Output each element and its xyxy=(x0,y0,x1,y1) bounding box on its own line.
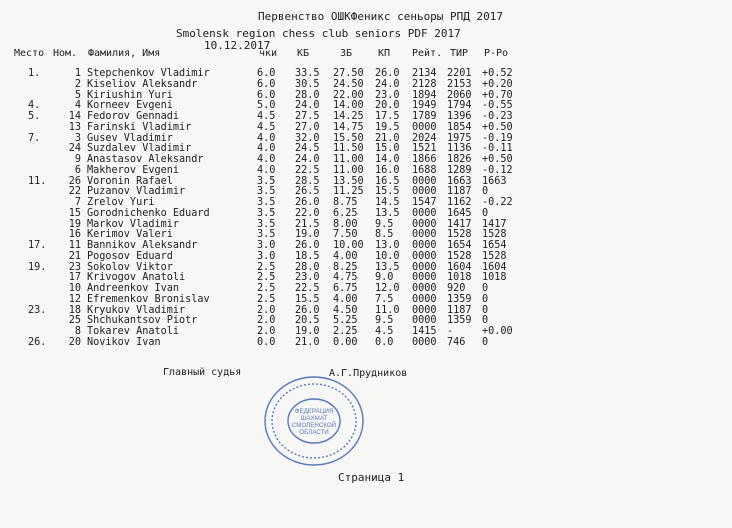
rating-change-cell: +0.00 xyxy=(482,326,513,337)
kp-cell: 10.0 xyxy=(375,250,400,262)
zb-cell: 8.00 xyxy=(333,218,358,230)
number-cell: 25 xyxy=(68,315,81,327)
number-cell: 13 xyxy=(68,121,81,133)
col-tir: ТИР xyxy=(450,48,469,59)
stamp-line-2: ШАХМАТ xyxy=(300,415,328,422)
points-cell: 4.0 xyxy=(257,143,276,155)
kb-cell: 21.5 xyxy=(295,218,320,230)
tir-cell: 1528 xyxy=(447,250,472,262)
kb-cell: 26.0 xyxy=(295,304,320,316)
kb-cell: 19.0 xyxy=(295,326,320,337)
zb-cell: 4.00 xyxy=(333,250,358,262)
zb-cell: 0.00 xyxy=(333,336,358,348)
rating-change-cell: -0.11 xyxy=(482,143,513,155)
kp-cell: 9.5 xyxy=(375,315,394,327)
rating-cell: 1949 xyxy=(412,100,437,112)
player-name-cell: Bannikov Aleksandr xyxy=(87,240,198,251)
tir-cell: 1359 xyxy=(447,315,472,327)
chief-judge-name: А.Г.Прудников xyxy=(329,368,408,379)
kb-cell: 24.0 xyxy=(295,154,320,165)
number-cell: 24 xyxy=(68,143,81,155)
kb-cell: 18.5 xyxy=(295,250,320,262)
rating-cell: 2024 xyxy=(412,132,437,144)
number-cell: 19 xyxy=(68,218,81,230)
tir-cell: - xyxy=(447,326,454,337)
kp-cell: 14.5 xyxy=(375,197,400,208)
points-cell: 2.0 xyxy=(257,304,276,316)
kb-cell: 33.5 xyxy=(295,68,320,79)
number-cell: 9 xyxy=(74,154,81,165)
stamp-line-1: ФЕДЕРАЦИЯ xyxy=(294,408,334,415)
zb-cell: 7.50 xyxy=(333,229,358,241)
title-english: Smolensk region chess club seniors PDF 2017 xyxy=(176,27,461,40)
number-cell: 2 xyxy=(74,78,81,90)
place-cell: 11. xyxy=(28,175,47,187)
rating-cell: 0000 xyxy=(412,121,437,133)
rating-cell: 0000 xyxy=(412,283,437,294)
rating-cell: 0000 xyxy=(412,175,437,187)
col-rating: Рейт. xyxy=(412,48,443,59)
points-cell: 4.0 xyxy=(257,164,276,176)
kp-cell: 7.5 xyxy=(375,293,394,305)
number-cell: 20 xyxy=(68,336,81,348)
tir-cell: 1289 xyxy=(447,164,472,176)
player-name-cell: Fedorov Gennadi xyxy=(87,111,180,122)
number-cell: 17 xyxy=(68,272,81,284)
tir-cell: 1417 xyxy=(447,218,472,230)
kb-cell: 20.5 xyxy=(295,315,320,327)
rating-change-cell: 0 xyxy=(482,207,489,219)
col-num: Ном. xyxy=(53,48,78,59)
place-cell: 26. xyxy=(28,336,47,348)
rating-cell: 2134 xyxy=(412,68,437,79)
player-name-cell: Shchukantsov Piotr xyxy=(87,315,198,327)
player-name-cell: Makherov Evgeni xyxy=(87,164,180,176)
zb-cell: 11.00 xyxy=(333,164,364,176)
player-name-cell: Novikov Ivan xyxy=(87,336,161,348)
number-cell: 12 xyxy=(68,293,81,305)
rating-cell: 0000 xyxy=(412,250,437,262)
player-name-cell: Tokarev Anatoli xyxy=(87,326,180,337)
player-name-cell: Voronin Rafael xyxy=(87,175,173,187)
number-cell: 3 xyxy=(74,132,81,144)
player-name-cell: Gorodnichenko Eduard xyxy=(87,207,210,219)
tir-cell: 1645 xyxy=(447,207,472,219)
kb-cell: 22.5 xyxy=(295,283,320,294)
zb-cell: 10.00 xyxy=(333,240,364,251)
points-cell: 6.0 xyxy=(257,78,276,90)
number-cell: 8 xyxy=(74,326,81,337)
number-cell: 14 xyxy=(68,111,81,122)
zb-cell: 5.25 xyxy=(333,315,358,327)
place-cell: 5. xyxy=(28,111,41,122)
rating-cell: 1521 xyxy=(412,143,437,155)
rating-change-cell: -0.23 xyxy=(482,111,513,122)
points-cell: 6.0 xyxy=(257,89,276,101)
kp-cell: 26.0 xyxy=(375,68,400,79)
rating-change-cell: 1528 xyxy=(482,250,507,262)
number-cell: 26 xyxy=(68,175,81,187)
zb-cell: 8.25 xyxy=(333,261,358,273)
kb-cell: 28.0 xyxy=(295,261,320,273)
zb-cell: 14.25 xyxy=(333,111,364,122)
place-cell: 17. xyxy=(28,240,47,251)
kp-cell: 13.0 xyxy=(375,240,400,251)
kp-cell: 20.0 xyxy=(375,100,400,112)
rating-change-cell: 1604 xyxy=(482,261,507,273)
title-russian: Первенство ОШКФеникс сеньоры РПД 2017 xyxy=(258,10,504,23)
col-kp: КП xyxy=(378,48,391,59)
rating-change-cell: -0.22 xyxy=(482,197,513,208)
points-cell: 3.5 xyxy=(257,186,276,198)
kp-cell: 21.0 xyxy=(375,132,400,144)
place-cell: 4. xyxy=(28,100,41,112)
kp-cell: 23.0 xyxy=(375,89,400,101)
zb-cell: 15.50 xyxy=(333,132,364,144)
rating-change-cell: 0 xyxy=(482,336,489,348)
kp-cell: 13.5 xyxy=(375,261,400,273)
zb-cell: 14.75 xyxy=(333,121,364,133)
chief-judge-label: Главный судья xyxy=(163,367,242,378)
col-points: чки xyxy=(259,48,278,59)
kp-cell: 13.5 xyxy=(375,207,400,219)
kb-cell: 30.5 xyxy=(295,78,320,90)
stamp-line-4: ОБЛАСТИ xyxy=(299,429,329,436)
points-cell: 3.5 xyxy=(257,207,276,219)
zb-cell: 11.25 xyxy=(333,186,364,198)
player-name-cell: Korneev Evgeni xyxy=(87,100,173,112)
kp-cell: 17.5 xyxy=(375,111,400,122)
tir-cell: 1162 xyxy=(447,197,472,208)
kb-cell: 24.5 xyxy=(295,143,320,155)
kp-cell: 15.0 xyxy=(375,143,400,155)
player-name-cell: Kiseliov Aleksandr xyxy=(87,78,198,90)
player-name-cell: Farinski Vladimir xyxy=(87,121,192,133)
number-cell: 4 xyxy=(74,100,81,112)
zb-cell: 8.75 xyxy=(333,197,358,208)
points-cell: 2.0 xyxy=(257,326,276,337)
zb-cell: 22.00 xyxy=(333,89,364,101)
kp-cell: 14.0 xyxy=(375,154,400,165)
rating-cell: 2128 xyxy=(412,78,437,90)
zb-cell: 14.00 xyxy=(333,100,364,112)
kp-cell: 9.5 xyxy=(375,218,394,230)
federation-stamp xyxy=(262,373,366,469)
rating-cell: 1415 xyxy=(412,326,437,337)
rating-cell: 0000 xyxy=(412,293,437,305)
kb-cell: 24.0 xyxy=(295,100,320,112)
rating-change-cell: -0.12 xyxy=(482,164,513,176)
kb-cell: 26.5 xyxy=(295,186,320,198)
rating-cell: 0000 xyxy=(412,229,437,241)
zb-cell: 6.25 xyxy=(333,207,358,219)
number-cell: 7 xyxy=(74,197,81,208)
points-cell: 2.5 xyxy=(257,261,276,273)
player-name-cell: Krivogov Anatoli xyxy=(87,272,186,284)
kp-cell: 9.0 xyxy=(375,272,394,284)
place-cell: 7. xyxy=(28,132,41,144)
rating-cell: 1688 xyxy=(412,164,437,176)
tir-cell: 1854 xyxy=(447,121,472,133)
tir-cell: 1663 xyxy=(447,175,472,187)
zb-cell: 4.00 xyxy=(333,293,358,305)
tir-cell: 1136 xyxy=(447,143,472,155)
rating-change-cell: -0.55 xyxy=(482,100,513,112)
player-name-cell: Andreenkov Ivan xyxy=(87,283,180,294)
tir-cell: 1654 xyxy=(447,240,472,251)
kb-cell: 21.0 xyxy=(295,336,320,348)
number-cell: 16 xyxy=(68,229,81,241)
tir-cell: 2060 xyxy=(447,89,472,101)
points-cell: 5.0 xyxy=(257,100,276,112)
points-cell: 4.5 xyxy=(257,121,276,133)
tir-cell: 1975 xyxy=(447,132,472,144)
player-name-cell: Zrelov Yuri xyxy=(87,197,155,208)
rating-change-cell: 0 xyxy=(482,304,489,316)
player-name-cell: Suzdalev Vladimir xyxy=(87,143,192,155)
tir-cell: 1018 xyxy=(447,272,472,284)
player-name-cell: Gusev Vladimir xyxy=(87,132,173,144)
player-name-cell: Puzanov Vladimir xyxy=(87,186,186,198)
rating-cell: 1789 xyxy=(412,111,437,122)
tir-cell: 2153 xyxy=(447,78,472,90)
zb-cell: 27.50 xyxy=(333,68,364,79)
place-cell: 1. xyxy=(28,68,41,79)
points-cell: 4.0 xyxy=(257,132,276,144)
points-cell: 2.5 xyxy=(257,283,276,294)
player-name-cell: Stepchenkov Vladimir xyxy=(87,68,210,79)
zb-cell: 2.25 xyxy=(333,326,358,337)
rating-cell: 0000 xyxy=(412,186,437,198)
rating-change-cell: 1654 xyxy=(482,240,507,251)
kp-cell: 0.0 xyxy=(375,336,394,348)
rating-change-cell: 1663 xyxy=(482,175,507,187)
rating-change-cell: 1417 xyxy=(482,218,507,230)
rating-change-cell: -0.19 xyxy=(482,132,513,144)
tir-cell: 1528 xyxy=(447,229,472,241)
rating-cell: 1547 xyxy=(412,197,437,208)
rating-cell: 0000 xyxy=(412,272,437,284)
points-cell: 2.0 xyxy=(257,315,276,327)
player-name-cell: Anastasov Aleksandr xyxy=(87,154,204,165)
kb-cell: 32.0 xyxy=(295,132,320,144)
player-name-cell: Kiriushin Yuri xyxy=(87,89,173,101)
rating-change-cell: +0.20 xyxy=(482,78,513,90)
kp-cell: 16.0 xyxy=(375,164,400,176)
points-cell: 3.0 xyxy=(257,240,276,251)
rating-change-cell: +0.50 xyxy=(482,154,513,165)
tir-cell: 1396 xyxy=(447,111,472,122)
zb-cell: 4.75 xyxy=(333,272,358,284)
rating-cell: 0000 xyxy=(412,315,437,327)
col-rro: Р-Ро xyxy=(484,48,509,59)
points-cell: 3.5 xyxy=(257,229,276,241)
number-cell: 5 xyxy=(74,89,81,101)
points-cell: 4.5 xyxy=(257,111,276,122)
points-cell: 2.5 xyxy=(257,272,276,284)
kp-cell: 19.5 xyxy=(375,121,400,133)
number-cell: 21 xyxy=(68,250,81,262)
kb-cell: 26.0 xyxy=(295,197,320,208)
rating-cell: 0000 xyxy=(412,336,437,348)
kb-cell: 23.0 xyxy=(295,272,320,284)
points-cell: 6.0 xyxy=(257,68,276,79)
kp-cell: 24.0 xyxy=(375,78,400,90)
kb-cell: 28.5 xyxy=(295,175,320,187)
zb-cell: 24.50 xyxy=(333,78,364,90)
tir-cell: 2201 xyxy=(447,68,472,79)
player-name-cell: Efremenkov Bronislav xyxy=(87,293,210,305)
place-cell: 23. xyxy=(28,304,47,316)
kb-cell: 19.0 xyxy=(295,229,320,241)
rating-cell: 1894 xyxy=(412,89,437,101)
col-kb: КБ xyxy=(297,48,310,59)
rating-cell: 0000 xyxy=(412,240,437,251)
tir-cell: 1826 xyxy=(447,154,472,165)
zb-cell: 13.50 xyxy=(333,175,364,187)
rating-change-cell: 0 xyxy=(482,186,489,198)
page-number: Страница 1 xyxy=(338,471,405,484)
rating-cell: 0000 xyxy=(412,207,437,219)
rating-change-cell: 0 xyxy=(482,315,489,327)
rating-change-cell: 1528 xyxy=(482,229,507,241)
number-cell: 6 xyxy=(74,164,81,176)
points-cell: 4.0 xyxy=(257,154,276,165)
kb-cell: 27.0 xyxy=(295,121,320,133)
number-cell: 23 xyxy=(68,261,81,273)
number-cell: 18 xyxy=(68,304,81,316)
place-cell: 19. xyxy=(28,261,47,273)
points-cell: 3.5 xyxy=(257,175,276,187)
player-name-cell: Kryukov Vladimir xyxy=(87,304,186,316)
points-cell: 3.5 xyxy=(257,218,276,230)
points-cell: 3.5 xyxy=(257,197,276,208)
zb-cell: 11.50 xyxy=(333,143,364,155)
kp-cell: 8.5 xyxy=(375,229,394,241)
rating-cell: 0000 xyxy=(412,261,437,273)
tournament-date: 10.12.2017 xyxy=(204,39,271,52)
rating-change-cell: 0 xyxy=(482,283,489,294)
zb-cell: 4.50 xyxy=(333,304,358,316)
tir-cell: 1359 xyxy=(447,293,472,305)
player-name-cell: Pogosov Eduard xyxy=(87,250,173,262)
tir-cell: 1794 xyxy=(447,100,472,112)
rating-change-cell: 1018 xyxy=(482,272,507,284)
number-cell: 11 xyxy=(68,240,81,251)
points-cell: 0.0 xyxy=(257,336,276,348)
tir-cell: 920 xyxy=(447,283,466,294)
zb-cell: 11.00 xyxy=(333,154,364,165)
kp-cell: 4.5 xyxy=(375,326,394,337)
tir-cell: 1187 xyxy=(447,186,472,198)
rating-change-cell: +0.52 xyxy=(482,68,513,79)
col-place: Место xyxy=(14,48,45,59)
stamp-line-3: СМОЛЕНСКОЙ xyxy=(291,422,337,429)
rating-change-cell: +0.50 xyxy=(482,121,513,133)
points-cell: 3.0 xyxy=(257,250,276,262)
player-name-cell: Kerimov Valeri xyxy=(87,229,173,241)
kb-cell: 26.0 xyxy=(295,240,320,251)
kb-cell: 15.5 xyxy=(295,293,320,305)
table-row xyxy=(0,337,732,349)
kb-cell: 22.5 xyxy=(295,164,320,176)
kb-cell: 27.5 xyxy=(295,111,320,122)
number-cell: 1 xyxy=(74,68,81,79)
rating-change-cell: +0.70 xyxy=(482,89,513,101)
kp-cell: 16.5 xyxy=(375,175,400,187)
col-zb: ЗБ xyxy=(340,48,353,59)
player-name-cell: Sokolov Viktor xyxy=(87,261,173,273)
kb-cell: 22.0 xyxy=(295,207,320,219)
rating-cell: 1866 xyxy=(412,154,437,165)
kp-cell: 15.5 xyxy=(375,186,400,198)
tir-cell: 1187 xyxy=(447,304,472,316)
kp-cell: 12.0 xyxy=(375,283,400,294)
number-cell: 22 xyxy=(68,186,81,198)
rating-cell: 0000 xyxy=(412,218,437,230)
number-cell: 15 xyxy=(68,207,81,219)
number-cell: 10 xyxy=(68,283,81,294)
zb-cell: 6.75 xyxy=(333,283,358,294)
points-cell: 2.5 xyxy=(257,293,276,305)
col-name: Фамилия, Имя xyxy=(88,48,161,59)
kb-cell: 28.0 xyxy=(295,89,320,101)
kp-cell: 11.0 xyxy=(375,304,400,316)
tir-cell: 1604 xyxy=(447,261,472,273)
tir-cell: 746 xyxy=(447,336,466,348)
rating-cell: 0000 xyxy=(412,304,437,316)
player-name-cell: Markov Vladimir xyxy=(87,218,180,230)
rating-change-cell: 0 xyxy=(482,293,489,305)
